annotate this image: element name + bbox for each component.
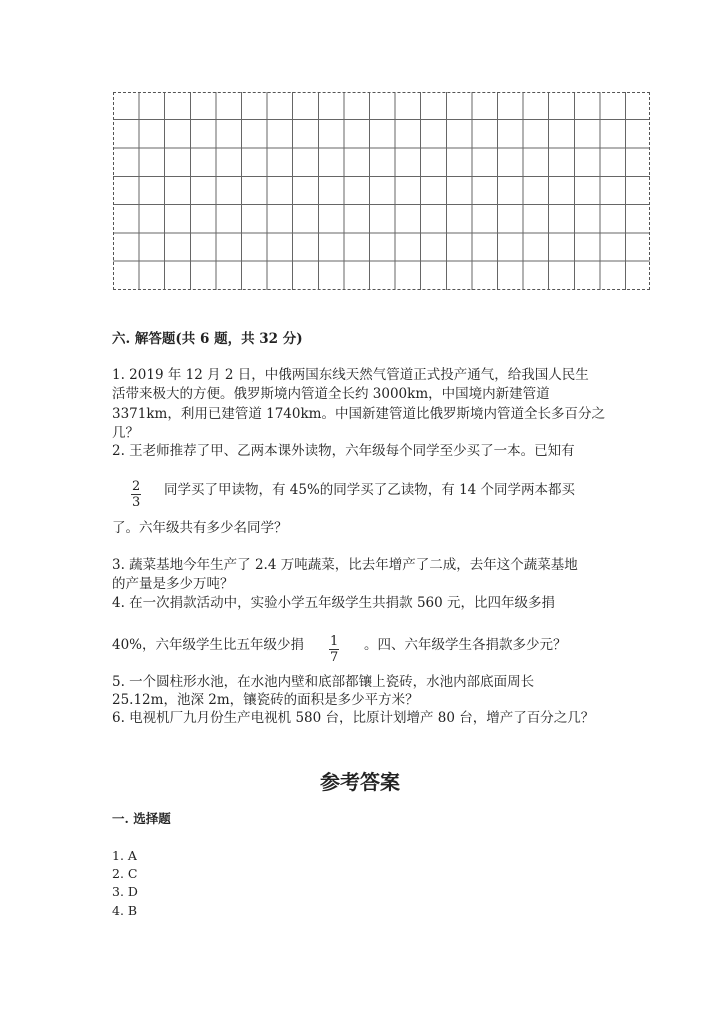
q5-line: 25.12m，池深 2m，镶瓷砖的面积是多少平方米？ (112, 692, 419, 708)
fraction-numerator: 2 (132, 479, 141, 494)
answer-item: 4. B (112, 903, 138, 918)
q5-line: 5. 一个圆柱形水池，在水池内壁和底部都镶上瓷砖，水池内部底面周长 (112, 674, 535, 690)
q4-line: 。四、六年级学生各捐款多少元？ (364, 637, 567, 653)
fraction-numerator: 1 (330, 634, 339, 649)
q1-line: 1. 2019 年 12 月 2 日，中俄两国东线天然气管道正式投产通气，给我国人民生 (112, 367, 589, 383)
writing-grid (113, 92, 650, 290)
fraction-two-thirds (131, 479, 141, 510)
q1-line: 3371km，利用已建管道 1740km。中国新建管道比俄罗斯境内管道全长多百分之 (112, 406, 605, 422)
q3-line: 3. 蔬菜基地今年生产了 2.4 万吨蔬菜，比去年增产了二成，去年这个蔬菜基地 (112, 557, 578, 573)
answers-section-heading: 一. 选择题 (112, 811, 171, 826)
q1-line: 活带来极大的方便。俄罗斯境内管道全长约 3000km，中国境内新建管道 (112, 386, 550, 402)
q3-line: 的产量是多少万吨？ (112, 576, 234, 592)
q4-line: 40%，六年级学生比五年级少捐 (112, 637, 305, 653)
fraction-one-seventh (329, 634, 339, 665)
q2-line: 同学买了甲读物，有 45%的同学买了乙读物，有 14 个同学两本都买 (164, 482, 576, 498)
answer-item: 2. C (112, 866, 138, 881)
fraction-denominator: 3 (132, 495, 141, 510)
q2-line: 2. 王老师推荐了甲、乙两本课外读物，六年级每个同学至少买了一本。已知有 (112, 443, 575, 459)
section-heading: 六. 解答题(共 6 题，共 32 分) (112, 331, 303, 347)
q6-line: 6. 电视机厂九月份生产电视机 580 台，比原计划增产 80 台，增产了百分之几？ (112, 710, 595, 726)
q4-line: 4. 在一次捐款活动中，实验小学五年级学生共捐款 560 元，比四年级多捐 (112, 595, 556, 611)
fraction-denominator: 7 (330, 650, 339, 665)
answers-title: 参考答案 (320, 770, 400, 794)
q2-line: 了。六年级共有多少名同学？ (112, 520, 288, 536)
answer-item: 3. D (112, 884, 138, 899)
answer-item: 1. A (112, 848, 137, 863)
q1-line: 几？ (112, 425, 139, 441)
